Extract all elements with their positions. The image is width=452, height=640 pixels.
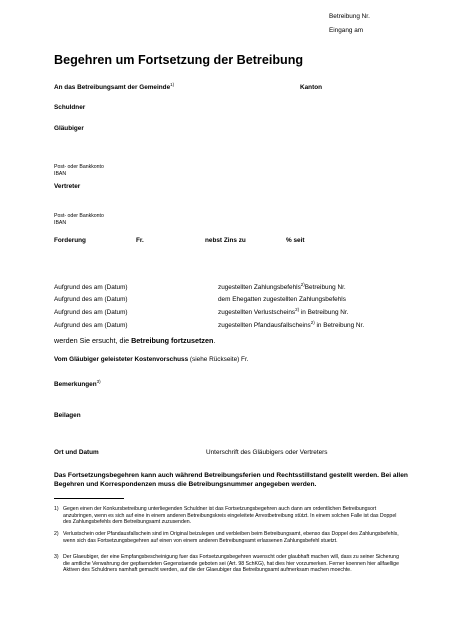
footnote-ref: 2) [300, 281, 305, 287]
beilagen-label: Beilagen [54, 412, 81, 419]
schuldner-label: Schuldner [54, 104, 86, 111]
footnote-divider [54, 498, 124, 499]
footnote-number: 2) [54, 531, 59, 537]
footnote-ref: 2) [310, 319, 315, 325]
aufgrund-left: Aufgrund des am (Datum) [54, 284, 128, 291]
vertreter-label: Vertreter [54, 183, 81, 190]
glaeubiger-konto-label: Post- oder Bankkonto [54, 164, 104, 170]
ersuchen-suffix: . [213, 336, 216, 345]
footnote-text: Gegen einen der Konkursbetreibung unterliegenden Schuldner ist das Fortsetzungsbegehren auch dann am ordentlichen Betreibungsort anzubringen, wenn es sich auf eine in einem anderen Betreibungskreis eingeleitete Arrestbetreibung stützt. In einem solchen Falle ist das Doppel des Zahlungsbefehls dem Betreibungsamt zuzusenden. [63, 506, 397, 526]
footnote-2 [54, 531, 404, 544]
glaeubiger-iban-label: IBAN [54, 171, 67, 177]
kostenvorschuss-normal: (siehe Rückseite) Fr. [188, 356, 249, 363]
aufgrund-right [218, 319, 365, 329]
footnote-1 [54, 506, 404, 526]
aufgrund-right-text: zugestellten Zahlungsbefehls [218, 284, 301, 291]
glaeubiger-label: Gläubiger [54, 125, 84, 132]
prozent-seit-label: % seit [286, 237, 305, 244]
ersuchen-bold: Betreibung fortzusetzen [131, 336, 214, 345]
aufgrund-right-text: zugestellten Verlustscheins [218, 309, 296, 316]
warning-text: Das Fortsetzungsbegehren kann auch während Betreibungsferien und Rechtsstillstand gestellt werden. Bei allen Begehren und Korrespondenzen muss die Betreibungsnummer angegeben werden. [54, 472, 408, 488]
bemerkungen-label: Bemerkungen [54, 381, 97, 388]
page-title: Begehren um Fortsetzung der Betreibung [54, 53, 304, 67]
unterschrift-label: Unterschrift des Gläubigers oder Vertreters [206, 449, 328, 456]
aufgrund-right [218, 281, 346, 291]
bemerkungen-line [54, 378, 101, 388]
footnote-ref: 3) [96, 378, 101, 384]
kanton-label: Kanton [300, 84, 323, 91]
kostenvorschuss-line [54, 356, 249, 363]
betreibungsamt-label: An das Betreibungsamt der Gemeinde [54, 84, 171, 91]
kostenvorschuss-bold: Vom Gläubiger geleisteter Kostenvorschuss [54, 356, 189, 363]
footnote-3 [54, 554, 404, 574]
footnote-number: 3) [54, 554, 59, 560]
footnote-text: Der Glaeubiger, der eine Empfangsbescheinigung fuer das Fortsetzungsbegehren wuenscht oder glaubhaft machen will, dass zu seiner Sicherung die amtliche Verwahrung der gepfaendeten Gegenstaende geboten sei (Art. 98 SchKG), hat dies hier vorzumerken. Ferner koennen hier allfaellige Aktiven des Schuldners namhaft gemacht werden, auf die der Glaeubiger das Betreibungsamt aufmerksam machen moechte. [63, 554, 399, 574]
footnote-text: Verlustschein oder Pfandausfallschein sind im Original beizulegen und verbleiben beim Betreibungsamt, ebenso das Doppel des Zahlungsbefehls, wenn sich das Fortsetzungsbegehren auf einen von einem anderen Betreibungsamt erlassenen Zahlungsbefehl stuetzt. [63, 531, 399, 544]
aufgrund-left: Aufgrund des am (Datum) [54, 322, 128, 329]
aufgrund-right-after: Betreibung Nr. [304, 284, 346, 291]
aufgrund-right [218, 296, 346, 303]
betreibung-nr-label: Betreibung Nr. [329, 13, 370, 20]
footnote-ref: 2) [295, 306, 300, 312]
aufgrund-left: Aufgrund des am (Datum) [54, 309, 128, 316]
betreibungsamt-line [54, 81, 175, 91]
footnote-ref: 1) [170, 81, 175, 87]
ort-datum-label: Ort und Datum [54, 449, 99, 456]
footnote-number: 1) [54, 506, 59, 512]
eingang-am-label: Eingang am [329, 27, 364, 34]
fr-label: Fr. [136, 237, 144, 244]
aufgrund-right-text: zugestellten Pfandausfallscheins [218, 322, 311, 329]
aufgrund-right-after: in Betreibung Nr. [314, 322, 365, 329]
forderung-label: Forderung [54, 237, 86, 244]
aufgrund-left: Aufgrund des am (Datum) [54, 296, 128, 303]
ersuchen-prefix: werden Sie ersucht, die [54, 336, 132, 345]
ersuchen-line [54, 336, 215, 345]
aufgrund-right-after: in Betreibung Nr. [299, 309, 349, 316]
nebst-zins-label: nebst Zins zu [205, 237, 246, 244]
vertreter-iban-label: IBAN [54, 220, 67, 226]
vertreter-konto-label: Post- oder Bankkonto [54, 213, 104, 219]
aufgrund-right-text: dem Ehegatten zugestellten Zahlungsbefehls [218, 296, 346, 303]
aufgrund-right [218, 306, 349, 316]
